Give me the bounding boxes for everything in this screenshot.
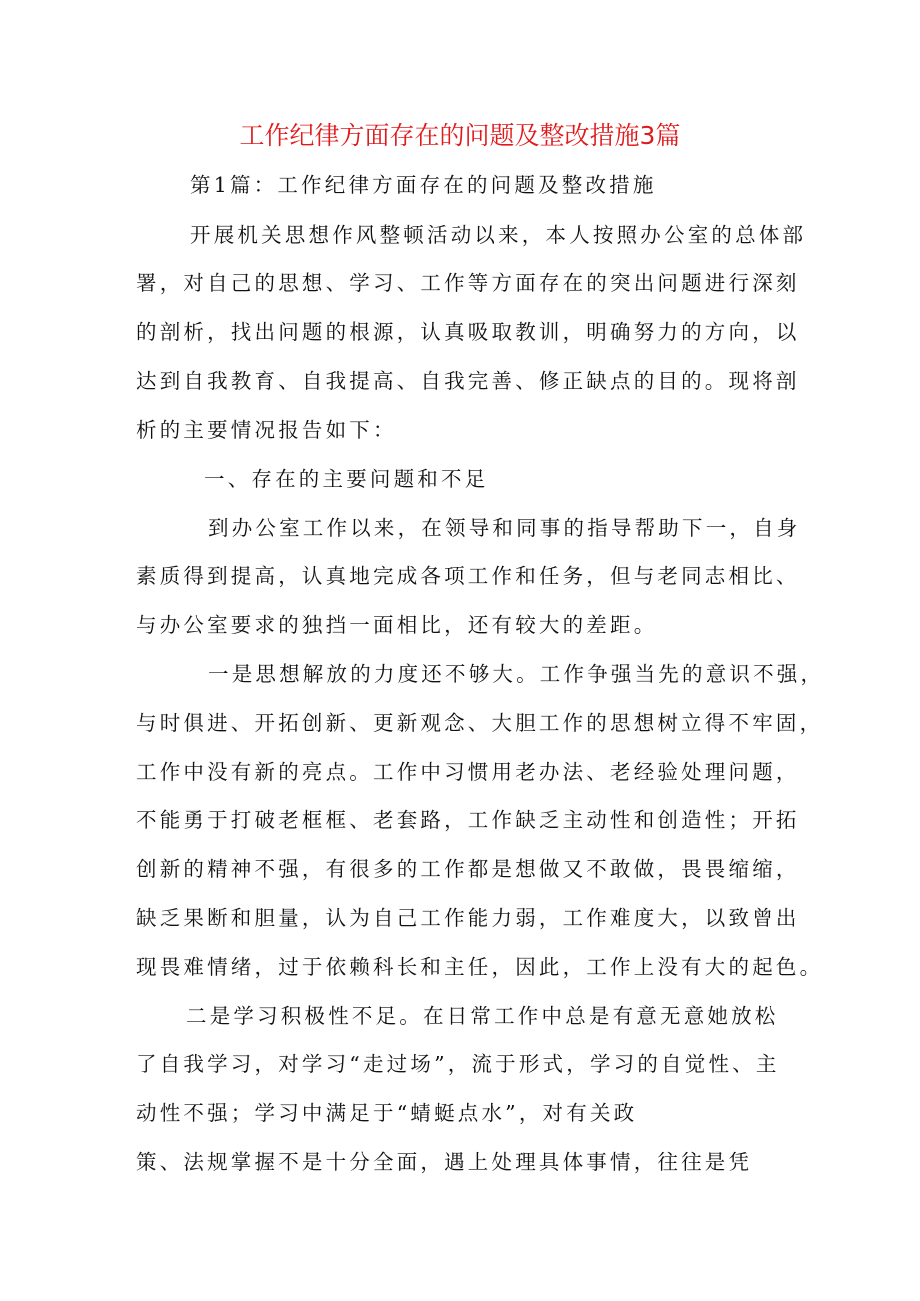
paragraph-line: 到办公室工作以来，在领导和同事的指导帮助下一，自身 [208, 516, 801, 540]
paragraph-line: 与时俱进、开拓创新、更新观念、大胆工作的思想树立得不牢固， [136, 711, 824, 735]
paragraph-line: 动性不强；学习中满足于“蜻蜓点水”，对有关政 [136, 1101, 638, 1125]
paragraph-line: 不能勇于打破老框框、老套路，工作缺乏主动性和创造性；开拓 [136, 808, 800, 832]
paragraph-line: 析的主要情况报告如下： [136, 418, 397, 442]
paragraph-line: 与办公室要求的独挡一面相比，还有较大的差距。 [136, 613, 658, 637]
paragraph-line: 策、法规掌握不是十分全面，遇上处理具体事情，往往是凭 [136, 1150, 753, 1174]
paragraph-line: 一是思想解放的力度还不够大。工作争强当先的意识不强， [208, 662, 825, 686]
paragraph-line: 达到自我教育、自我提高、自我完善、修正缺点的目的。现将剖 [136, 369, 800, 393]
subheading: 一、存在的主要问题和不足 [204, 467, 489, 491]
paragraph-line: 署，对自己的思想、学习、工作等方面存在的突出问题进行深刻 [136, 271, 800, 295]
paragraph-line: 现畏难情绪，过于依赖科长和主任，因此，工作上没有大的起色。 [136, 955, 824, 979]
paragraph-line: 开展机关思想作风整顿活动以来，本人按照办公室的总体部 [190, 223, 807, 247]
paragraph-line: 工作中没有新的亮点。工作中习惯用老办法、老经验处理问题， [136, 760, 800, 784]
section-heading: 第1篇：工作纪律方面存在的问题及整改措施 [190, 173, 657, 197]
paragraph-line: 二是学习积极性不足。在日常工作中总是有意无意她放松 [186, 1004, 779, 1028]
paragraph-line: 的剖析，找出问题的根源，认真吸取教训，明确努力的方向，以 [136, 320, 800, 344]
paragraph-line: 了自我学习，对学习“走过场”，流于形式，学习的自觉性、主 [136, 1052, 780, 1076]
document-title: 工作纪律方面存在的问题及整改措施3篇 [239, 121, 681, 150]
paragraph-line: 缺乏果断和胆量，认为自己工作能力弱，工作难度大，以致曾出 [136, 906, 800, 930]
paragraph-line: 创新的精神不强，有很多的工作都是想做又不敢做，畏畏缩缩， [136, 857, 800, 881]
paragraph-line: 素质得到提高，认真地完成各项工作和任务，但与老同志相比、 [136, 564, 800, 588]
